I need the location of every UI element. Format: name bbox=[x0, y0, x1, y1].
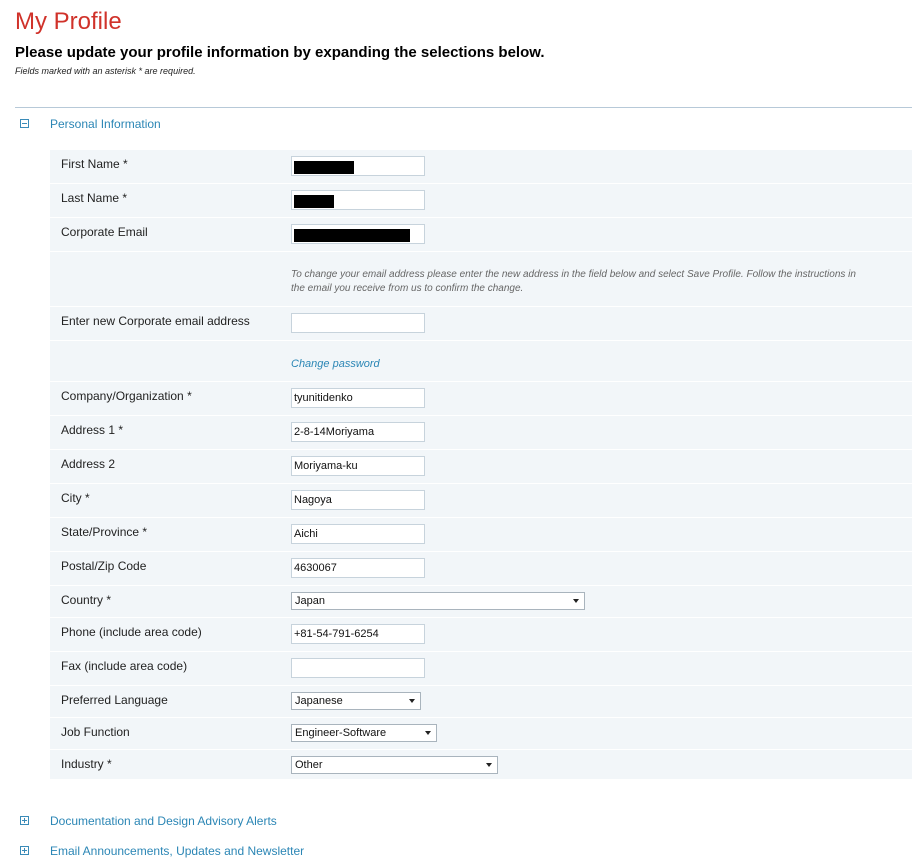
phone-label: Phone (include area code) bbox=[61, 625, 202, 639]
last-name-label: Last Name * bbox=[61, 191, 128, 205]
form-row bbox=[50, 450, 912, 484]
form-row bbox=[50, 552, 912, 586]
form-row bbox=[50, 686, 912, 718]
form-row bbox=[50, 218, 912, 252]
section-documentation-alerts[interactable]: Documentation and Design Advisory Alerts bbox=[50, 814, 277, 828]
state-input[interactable]: Aichi bbox=[291, 524, 425, 544]
postal-input[interactable]: 4630067 bbox=[291, 558, 425, 578]
redacted-value bbox=[294, 195, 334, 208]
first-name-label: First Name * bbox=[61, 157, 128, 171]
chevron-down-icon bbox=[425, 731, 431, 735]
expand-icon[interactable] bbox=[20, 846, 29, 855]
section-personal-information[interactable]: Personal Information bbox=[50, 117, 161, 131]
chevron-down-icon bbox=[486, 763, 492, 767]
form-row bbox=[50, 718, 912, 750]
corporate-email-label: Corporate Email bbox=[61, 225, 148, 239]
language-label: Preferred Language bbox=[61, 693, 168, 707]
new-email-label: Enter new Corporate email address bbox=[61, 314, 250, 328]
chevron-down-icon bbox=[573, 599, 579, 603]
language-select[interactable] bbox=[291, 692, 421, 710]
industry-selected-value: Other bbox=[295, 759, 323, 771]
postal-label: Postal/Zip Code bbox=[61, 559, 147, 573]
page-subtitle: Please update your profile information by expanding the selections below. bbox=[15, 44, 545, 61]
address2-label: Address 2 bbox=[61, 457, 116, 471]
country-label: Country * bbox=[61, 593, 112, 607]
last-name-input[interactable] bbox=[291, 190, 425, 210]
change-password-link[interactable]: Change password bbox=[291, 358, 380, 370]
address2-input[interactable]: Moriyama-ku bbox=[291, 456, 425, 476]
required-note: Fields marked with an asterisk * are required. bbox=[15, 66, 196, 76]
fax-label: Fax (include area code) bbox=[61, 659, 188, 673]
email-change-note-line2: the email you receive from us to confirm the change. bbox=[291, 283, 524, 294]
form-row bbox=[50, 416, 912, 450]
phone-input[interactable]: +81-54-791-6254 bbox=[291, 624, 425, 644]
form-row bbox=[50, 341, 912, 382]
form-row bbox=[50, 484, 912, 518]
page-title: My Profile bbox=[15, 8, 122, 35]
industry-label: Industry * bbox=[61, 757, 112, 771]
form-row bbox=[50, 150, 912, 184]
country-selected-value: Japan bbox=[295, 595, 325, 607]
job-function-select[interactable] bbox=[291, 724, 437, 742]
fax-input[interactable] bbox=[291, 658, 425, 678]
industry-select[interactable] bbox=[291, 756, 498, 774]
divider bbox=[15, 107, 912, 108]
first-name-input[interactable] bbox=[291, 156, 425, 176]
redacted-value bbox=[294, 229, 410, 242]
company-label: Company/Organization * bbox=[61, 389, 192, 403]
job-function-selected-value: Engineer-Software bbox=[295, 727, 387, 739]
state-label: State/Province * bbox=[61, 525, 148, 539]
address1-input[interactable]: 2-8-14Moriyama bbox=[291, 422, 425, 442]
chevron-down-icon bbox=[409, 699, 415, 703]
country-select[interactable] bbox=[291, 592, 585, 610]
email-change-note-line1: To change your email address please enter the new address in the field below and select Save Profile. Follow the instructions in bbox=[291, 269, 856, 280]
city-input[interactable]: Nagoya bbox=[291, 490, 425, 510]
redacted-value bbox=[294, 161, 354, 174]
company-input[interactable]: tyunitidenko bbox=[291, 388, 425, 408]
job-function-label: Job Function bbox=[61, 725, 130, 739]
section-email-announcements[interactable]: Email Announcements, Updates and Newsletter bbox=[50, 844, 305, 858]
email-change-note bbox=[291, 268, 912, 296]
corporate-email-input[interactable] bbox=[291, 224, 425, 244]
expand-icon[interactable] bbox=[20, 816, 29, 825]
address1-label: Address 1 * bbox=[61, 423, 124, 437]
collapse-icon[interactable] bbox=[20, 119, 29, 128]
form-row bbox=[50, 184, 912, 218]
new-email-input[interactable] bbox=[291, 313, 425, 333]
form-row bbox=[50, 518, 912, 552]
city-label: City * bbox=[61, 491, 90, 505]
language-selected-value: Japanese bbox=[295, 695, 343, 707]
